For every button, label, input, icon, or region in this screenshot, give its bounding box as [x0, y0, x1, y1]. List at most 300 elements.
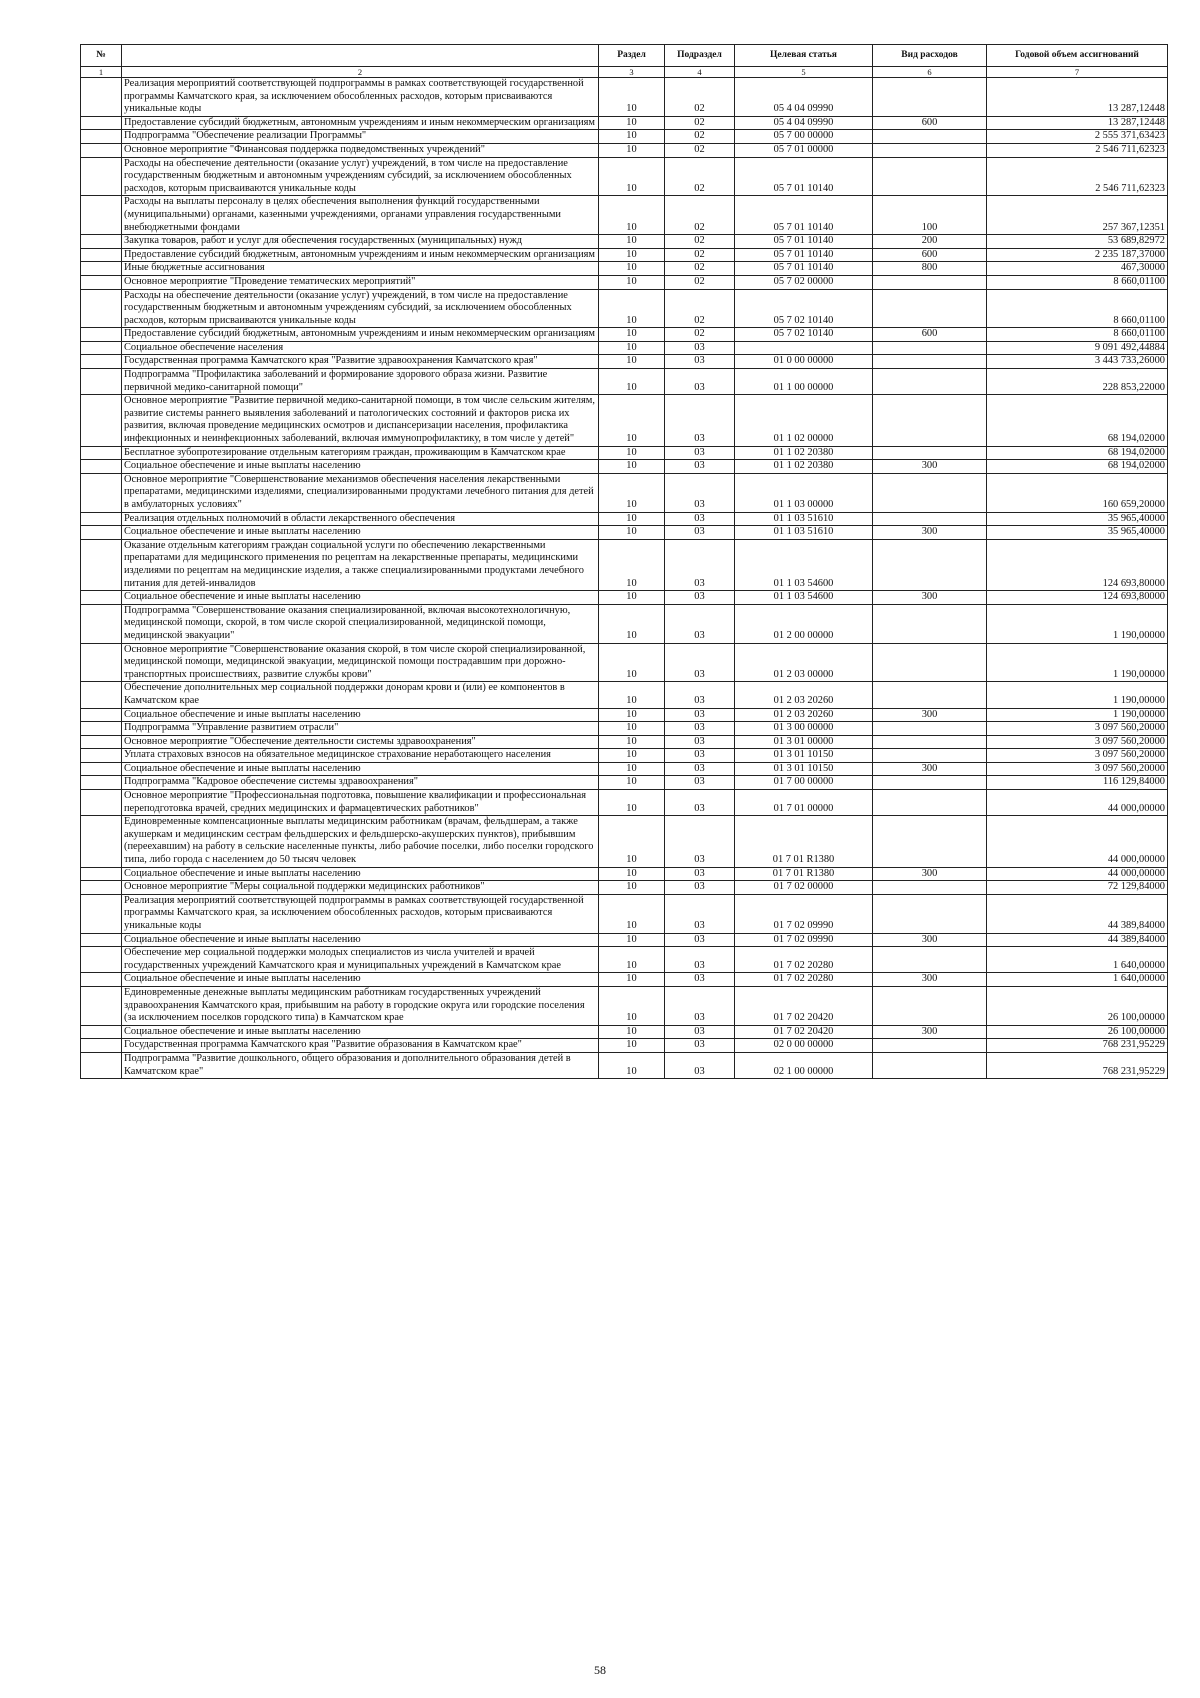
row-name-cell: Расходы на обеспечение деятельности (оказание услуг) учреждений, в том числе на предоставление государственным бюджетным и автономным учреждениям субсидий, за исключением обособленных расходов, которым присваиваются уникальные коды	[122, 157, 599, 196]
table-row	[81, 790, 1168, 816]
table-row	[81, 355, 1168, 369]
table-row	[81, 973, 1168, 987]
row-number-cell	[81, 1025, 122, 1039]
section-code-cell: 10	[599, 1039, 665, 1053]
subsection-code-cell: 03	[665, 881, 735, 895]
row-name-cell: Социальное обеспечение и иные выплаты населению	[122, 708, 599, 722]
table-row	[81, 722, 1168, 736]
table-row	[81, 986, 1168, 1025]
table-row	[81, 526, 1168, 540]
amount-cell: 13 287,12448	[987, 116, 1168, 130]
expense-type-cell	[873, 816, 987, 867]
subsection-code-cell: 03	[665, 1052, 735, 1078]
subsection-code-cell: 03	[665, 395, 735, 446]
expense-type-cell: 300	[873, 708, 987, 722]
section-code-cell: 10	[599, 289, 665, 328]
column-number: 1	[81, 67, 122, 78]
target-article-cell: 01 1 02 00000	[735, 395, 873, 446]
amount-cell: 8 660,01100	[987, 328, 1168, 342]
subsection-code-cell: 03	[665, 933, 735, 947]
expense-type-cell: 300	[873, 973, 987, 987]
table-row	[81, 130, 1168, 144]
row-number-cell	[81, 986, 122, 1025]
section-code-cell: 10	[599, 816, 665, 867]
table-row	[81, 591, 1168, 605]
subsection-code-cell: 03	[665, 708, 735, 722]
target-article-cell: 05 7 01 10140	[735, 248, 873, 262]
amount-cell: 68 194,02000	[987, 460, 1168, 474]
row-number-cell	[81, 762, 122, 776]
row-name-cell: Обеспечение дополнительных мер социальной поддержки донорам крови и (или) ее компонентов в Камчатском крае	[122, 682, 599, 708]
row-name-cell: Социальное обеспечение и иные выплаты населению	[122, 526, 599, 540]
expense-type-cell	[873, 604, 987, 643]
section-code-cell: 10	[599, 262, 665, 276]
subsection-code-cell: 02	[665, 157, 735, 196]
table-row	[81, 78, 1168, 117]
subsection-code-cell: 02	[665, 130, 735, 144]
section-code-cell: 10	[599, 78, 665, 117]
expense-type-cell	[873, 881, 987, 895]
row-name-cell: Подпрограмма "Обеспечение реализации Программы"	[122, 130, 599, 144]
section-code-cell: 10	[599, 881, 665, 895]
expense-type-cell	[873, 157, 987, 196]
amount-cell: 3 097 560,20000	[987, 735, 1168, 749]
amount-cell: 53 689,82972	[987, 235, 1168, 249]
expense-type-cell: 300	[873, 591, 987, 605]
row-number-cell	[81, 369, 122, 395]
row-name-cell: Социальное обеспечение населения	[122, 341, 599, 355]
budget-table	[80, 44, 1168, 1079]
subsection-code-cell: 03	[665, 643, 735, 682]
row-name-cell: Социальное обеспечение и иные выплаты населению	[122, 762, 599, 776]
table-row	[81, 460, 1168, 474]
expense-type-cell	[873, 473, 987, 512]
amount-cell: 3 097 560,20000	[987, 722, 1168, 736]
subsection-code-cell: 03	[665, 894, 735, 933]
table-row	[81, 395, 1168, 446]
amount-cell: 3 443 733,26000	[987, 355, 1168, 369]
target-article-cell	[735, 341, 873, 355]
table-header-row	[81, 45, 1168, 67]
expense-type-cell	[873, 1052, 987, 1078]
amount-cell: 124 693,80000	[987, 591, 1168, 605]
expense-type-cell: 600	[873, 328, 987, 342]
section-code-cell: 10	[599, 1025, 665, 1039]
expense-type-cell	[873, 78, 987, 117]
amount-cell: 35 965,40000	[987, 526, 1168, 540]
target-article-cell: 01 1 03 00000	[735, 473, 873, 512]
row-number-cell	[81, 355, 122, 369]
table-row	[81, 446, 1168, 460]
row-name-cell: Подпрограмма "Совершенствование оказания специализированной, включая высокотехнологичную, медицинской помощи, скорой, в том числе скорой специализированной, медицинской помощи, медицинской эвакуации"	[122, 604, 599, 643]
subsection-code-cell: 02	[665, 196, 735, 235]
subsection-code-cell: 03	[665, 790, 735, 816]
target-article-cell: 05 7 00 00000	[735, 130, 873, 144]
row-number-cell	[81, 591, 122, 605]
expense-type-cell	[873, 341, 987, 355]
table-row	[81, 735, 1168, 749]
section-code-cell: 10	[599, 275, 665, 289]
subsection-code-cell: 03	[665, 816, 735, 867]
target-article-cell: 01 1 00 00000	[735, 369, 873, 395]
table-row	[81, 512, 1168, 526]
row-number-cell	[81, 933, 122, 947]
amount-cell: 44 000,00000	[987, 790, 1168, 816]
row-number-cell	[81, 196, 122, 235]
amount-cell: 26 100,00000	[987, 1025, 1168, 1039]
target-article-cell: 01 1 03 54600	[735, 539, 873, 590]
row-name-cell: Оказание отдельным категориям граждан социальной услуги по обеспечению лекарственными препаратами для медицинского применения по рецептам на лекарственные препараты, медицинскими изделиями по рецептам на медицинские изделия, а также специализированными продуктами лечебного питания для детей-инвалидов	[122, 539, 599, 590]
section-code-cell: 10	[599, 369, 665, 395]
table-row	[81, 143, 1168, 157]
expense-type-cell: 600	[873, 248, 987, 262]
target-article-cell: 01 1 02 20380	[735, 460, 873, 474]
section-code-cell: 10	[599, 196, 665, 235]
row-name-cell: Основное мероприятие "Меры социальной поддержки медицинских работников"	[122, 881, 599, 895]
expense-type-cell	[873, 735, 987, 749]
subsection-code-cell: 03	[665, 369, 735, 395]
column-header-number: №	[81, 45, 122, 67]
subsection-code-cell: 03	[665, 591, 735, 605]
column-header-section: Раздел	[599, 45, 665, 67]
amount-cell: 44 389,84000	[987, 933, 1168, 947]
target-article-cell: 01 7 01 R1380	[735, 816, 873, 867]
expense-type-cell	[873, 722, 987, 736]
row-number-cell	[81, 722, 122, 736]
expense-type-cell: 800	[873, 262, 987, 276]
amount-cell: 1 190,00000	[987, 682, 1168, 708]
section-code-cell: 10	[599, 776, 665, 790]
row-name-cell: Предоставление субсидий бюджетным, автономным учреждениям и иным некоммерческим организациям	[122, 248, 599, 262]
row-name-cell: Единовременные денежные выплаты медицинским работникам государственных учреждений здравоохранения Камчатского края, прибывшим на работу в городские округа или городские поселения (за исключением поселков городского типа) в Камчатском крае	[122, 986, 599, 1025]
amount-cell: 116 129,84000	[987, 776, 1168, 790]
subsection-code-cell: 02	[665, 275, 735, 289]
amount-cell: 3 097 560,20000	[987, 762, 1168, 776]
target-article-cell: 02 1 00 00000	[735, 1052, 873, 1078]
expense-type-cell	[873, 369, 987, 395]
section-code-cell: 10	[599, 986, 665, 1025]
subsection-code-cell: 02	[665, 116, 735, 130]
row-name-cell: Расходы на обеспечение деятельности (оказание услуг) учреждений, в том числе на предоставление государственным бюджетным и автономным учреждениям субсидий, за исключением обособленных расходов, которым присваиваются уникальные коды	[122, 289, 599, 328]
expense-type-cell: 300	[873, 1025, 987, 1039]
subsection-code-cell: 03	[665, 355, 735, 369]
section-code-cell: 10	[599, 790, 665, 816]
row-name-cell: Подпрограмма "Развитие дошкольного, общего образования и дополнительного образования детей в Камчатском крае"	[122, 1052, 599, 1078]
amount-cell: 768 231,95229	[987, 1052, 1168, 1078]
amount-cell: 2 546 711,62323	[987, 143, 1168, 157]
section-code-cell: 10	[599, 157, 665, 196]
target-article-cell: 01 7 00 00000	[735, 776, 873, 790]
column-header-annual-amount: Годовой объем ассигнований	[987, 45, 1168, 67]
row-name-cell: Основное мероприятие "Совершенствование оказания скорой, в том числе скорой специализированной, медицинской помощи, медицинской эвакуации, медицинской помощи пострадавшим при дорожно-транспортных происшествиях, развитие службы крови"	[122, 643, 599, 682]
row-number-cell	[81, 749, 122, 763]
target-article-cell: 01 3 01 10150	[735, 762, 873, 776]
subsection-code-cell: 02	[665, 248, 735, 262]
table-row	[81, 776, 1168, 790]
table-row	[81, 262, 1168, 276]
target-article-cell: 01 7 02 09990	[735, 933, 873, 947]
amount-cell: 768 231,95229	[987, 1039, 1168, 1053]
row-number-cell	[81, 881, 122, 895]
row-number-cell	[81, 816, 122, 867]
subsection-code-cell: 03	[665, 526, 735, 540]
expense-type-cell	[873, 682, 987, 708]
section-code-cell: 10	[599, 722, 665, 736]
subsection-code-cell: 02	[665, 143, 735, 157]
section-code-cell: 10	[599, 328, 665, 342]
expense-type-cell	[873, 512, 987, 526]
row-name-cell: Государственная программа Камчатского края "Развитие здравоохранения Камчатского края"	[122, 355, 599, 369]
expense-type-cell	[873, 643, 987, 682]
target-article-cell: 05 4 04 09990	[735, 78, 873, 117]
row-number-cell	[81, 78, 122, 117]
table-row	[81, 328, 1168, 342]
amount-cell: 1 190,00000	[987, 604, 1168, 643]
table-row	[81, 894, 1168, 933]
target-article-cell: 05 7 01 10140	[735, 157, 873, 196]
target-article-cell: 01 1 03 51610	[735, 512, 873, 526]
section-code-cell: 10	[599, 682, 665, 708]
target-article-cell: 05 7 02 10140	[735, 289, 873, 328]
row-name-cell: Социальное обеспечение и иные выплаты населению	[122, 933, 599, 947]
target-article-cell: 01 7 02 09990	[735, 894, 873, 933]
table-body	[81, 78, 1168, 1079]
section-code-cell: 10	[599, 143, 665, 157]
section-code-cell: 10	[599, 248, 665, 262]
table-row	[81, 196, 1168, 235]
section-code-cell: 10	[599, 395, 665, 446]
expense-type-cell	[873, 446, 987, 460]
expense-type-cell	[873, 275, 987, 289]
expense-type-cell	[873, 776, 987, 790]
row-name-cell: Бесплатное зубопротезирование отдельным категориям граждан, проживающим в Камчатском крае	[122, 446, 599, 460]
target-article-cell: 01 7 02 00000	[735, 881, 873, 895]
amount-cell: 124 693,80000	[987, 539, 1168, 590]
table-row	[81, 749, 1168, 763]
section-code-cell: 10	[599, 867, 665, 881]
row-number-cell	[81, 735, 122, 749]
subsection-code-cell: 03	[665, 460, 735, 474]
expense-type-cell	[873, 790, 987, 816]
section-code-cell: 10	[599, 116, 665, 130]
row-number-cell	[81, 1039, 122, 1053]
amount-cell: 72 129,84000	[987, 881, 1168, 895]
table-row	[81, 762, 1168, 776]
target-article-cell: 01 1 03 51610	[735, 526, 873, 540]
target-article-cell: 01 7 02 20280	[735, 973, 873, 987]
row-name-cell: Социальное обеспечение и иные выплаты населению	[122, 1025, 599, 1039]
target-article-cell: 01 7 01 00000	[735, 790, 873, 816]
table-row	[81, 816, 1168, 867]
row-number-cell	[81, 512, 122, 526]
subsection-code-cell: 02	[665, 262, 735, 276]
target-article-cell: 02 0 00 00000	[735, 1039, 873, 1053]
table-row	[81, 682, 1168, 708]
amount-cell: 68 194,02000	[987, 446, 1168, 460]
row-number-cell	[81, 235, 122, 249]
section-code-cell: 10	[599, 933, 665, 947]
expense-type-cell: 200	[873, 235, 987, 249]
target-article-cell: 05 4 04 09990	[735, 116, 873, 130]
section-code-cell: 10	[599, 973, 665, 987]
section-code-cell: 10	[599, 591, 665, 605]
amount-cell: 44 000,00000	[987, 816, 1168, 867]
target-article-cell: 01 3 01 10150	[735, 749, 873, 763]
expense-type-cell: 300	[873, 933, 987, 947]
subsection-code-cell: 03	[665, 735, 735, 749]
table-row	[81, 235, 1168, 249]
subsection-code-cell: 03	[665, 539, 735, 590]
row-number-cell	[81, 894, 122, 933]
row-number-cell	[81, 526, 122, 540]
subsection-code-cell: 03	[665, 762, 735, 776]
amount-cell: 8 660,01100	[987, 289, 1168, 328]
expense-type-cell: 300	[873, 526, 987, 540]
target-article-cell: 01 1 02 20380	[735, 446, 873, 460]
row-name-cell: Основное мероприятие "Совершенствование механизмов обеспечения населения лекарственными препаратами, медицинскими изделиями, специализированными продуктами лечебного питания для детей в амбулаторных условиях"	[122, 473, 599, 512]
subsection-code-cell: 02	[665, 78, 735, 117]
target-article-cell: 05 7 02 00000	[735, 275, 873, 289]
table-row	[81, 708, 1168, 722]
amount-cell: 1 640,00000	[987, 973, 1168, 987]
table-row	[81, 933, 1168, 947]
row-name-cell: Основное мероприятие "Проведение тематических мероприятий"	[122, 275, 599, 289]
row-number-cell	[81, 790, 122, 816]
section-code-cell: 10	[599, 643, 665, 682]
row-name-cell: Основное мероприятие "Профессиональная подготовка, повышение квалификации и профессиональная переподготовка врачей, средних медицинских и фармацевтических работников"	[122, 790, 599, 816]
section-code-cell: 10	[599, 341, 665, 355]
row-name-cell: Обеспечение мер социальной поддержки молодых специалистов из числа учителей и врачей государственных учреждений Камчатского края и муниципальных учреждений в Камчатском крае	[122, 947, 599, 973]
amount-cell: 1 640,00000	[987, 947, 1168, 973]
table-row	[81, 947, 1168, 973]
row-name-cell: Социальное обеспечение и иные выплаты населению	[122, 591, 599, 605]
section-code-cell: 10	[599, 749, 665, 763]
row-number-cell	[81, 1052, 122, 1078]
row-name-cell: Социальное обеспечение и иные выплаты населению	[122, 460, 599, 474]
column-number: 7	[987, 67, 1168, 78]
row-number-cell	[81, 446, 122, 460]
section-code-cell: 10	[599, 708, 665, 722]
amount-cell: 35 965,40000	[987, 512, 1168, 526]
amount-cell: 2 546 711,62323	[987, 157, 1168, 196]
row-name-cell: Основное мероприятие "Обеспечение деятельности системы здравоохранения"	[122, 735, 599, 749]
table-row	[81, 643, 1168, 682]
expense-type-cell: 600	[873, 116, 987, 130]
section-code-cell: 10	[599, 526, 665, 540]
amount-cell: 8 660,01100	[987, 275, 1168, 289]
row-number-cell	[81, 708, 122, 722]
row-number-cell	[81, 328, 122, 342]
subsection-code-cell: 03	[665, 947, 735, 973]
row-name-cell: Подпрограмма "Управление развитием отрасли"	[122, 722, 599, 736]
row-number-cell	[81, 460, 122, 474]
column-number: 2	[122, 67, 599, 78]
table-row	[81, 867, 1168, 881]
row-number-cell	[81, 473, 122, 512]
row-name-cell: Государственная программа Камчатского края "Развитие образования в Камчатском крае"	[122, 1039, 599, 1053]
expense-type-cell: 300	[873, 867, 987, 881]
subsection-code-cell: 03	[665, 682, 735, 708]
target-article-cell: 01 2 03 00000	[735, 643, 873, 682]
amount-cell: 13 287,12448	[987, 78, 1168, 117]
expense-type-cell	[873, 749, 987, 763]
amount-cell: 68 194,02000	[987, 395, 1168, 446]
row-number-cell	[81, 776, 122, 790]
row-number-cell	[81, 947, 122, 973]
amount-cell: 44 389,84000	[987, 894, 1168, 933]
section-code-cell: 10	[599, 512, 665, 526]
section-code-cell: 10	[599, 947, 665, 973]
subsection-code-cell: 03	[665, 1025, 735, 1039]
row-name-cell: Предоставление субсидий бюджетным, автономным учреждениям и иным некоммерческим организациям	[122, 116, 599, 130]
section-code-cell: 10	[599, 355, 665, 369]
row-name-cell: Подпрограмма "Кадровое обеспечение системы здравоохранения"	[122, 776, 599, 790]
row-number-cell	[81, 289, 122, 328]
section-code-cell: 10	[599, 1052, 665, 1078]
row-number-cell	[81, 116, 122, 130]
section-code-cell: 10	[599, 446, 665, 460]
row-number-cell	[81, 973, 122, 987]
section-code-cell: 10	[599, 539, 665, 590]
table-row	[81, 157, 1168, 196]
row-number-cell	[81, 143, 122, 157]
table-row	[81, 275, 1168, 289]
amount-cell: 44 000,00000	[987, 867, 1168, 881]
subsection-code-cell: 03	[665, 473, 735, 512]
expense-type-cell	[873, 539, 987, 590]
row-number-cell	[81, 867, 122, 881]
row-number-cell	[81, 248, 122, 262]
subsection-code-cell: 03	[665, 604, 735, 643]
row-number-cell	[81, 262, 122, 276]
expense-type-cell	[873, 355, 987, 369]
target-article-cell: 01 0 00 00000	[735, 355, 873, 369]
table-row	[81, 604, 1168, 643]
subsection-code-cell: 03	[665, 973, 735, 987]
row-number-cell	[81, 157, 122, 196]
section-code-cell: 10	[599, 762, 665, 776]
expense-type-cell	[873, 1039, 987, 1053]
row-number-cell	[81, 539, 122, 590]
target-article-cell: 01 7 02 20420	[735, 1025, 873, 1039]
row-name-cell: Иные бюджетные ассигнования	[122, 262, 599, 276]
target-article-cell: 05 7 01 10140	[735, 235, 873, 249]
row-name-cell: Основное мероприятие "Финансовая поддержка подведомственных учреждений"	[122, 143, 599, 157]
target-article-cell: 01 7 02 20420	[735, 986, 873, 1025]
row-name-cell: Реализация мероприятий соответствующей подпрограммы в рамках соответствующей государственной программы Камчатского края, за исключением обособленных расходов, которым присваиваются уникальные коды	[122, 894, 599, 933]
section-code-cell: 10	[599, 235, 665, 249]
column-header-target-article: Целевая статья	[735, 45, 873, 67]
amount-cell: 1 190,00000	[987, 643, 1168, 682]
amount-cell: 160 659,20000	[987, 473, 1168, 512]
subsection-code-cell: 03	[665, 986, 735, 1025]
section-code-cell: 10	[599, 604, 665, 643]
page-number: 58	[594, 1663, 606, 1677]
amount-cell: 2 555 371,63423	[987, 130, 1168, 144]
section-code-cell: 10	[599, 894, 665, 933]
table-row	[81, 473, 1168, 512]
expense-type-cell: 100	[873, 196, 987, 235]
amount-cell: 228 853,22000	[987, 369, 1168, 395]
expense-type-cell: 300	[873, 460, 987, 474]
table-row	[81, 289, 1168, 328]
subsection-code-cell: 03	[665, 749, 735, 763]
column-number: 5	[735, 67, 873, 78]
target-article-cell: 01 3 00 00000	[735, 722, 873, 736]
amount-cell: 3 097 560,20000	[987, 749, 1168, 763]
table-row	[81, 369, 1168, 395]
amount-cell: 1 190,00000	[987, 708, 1168, 722]
